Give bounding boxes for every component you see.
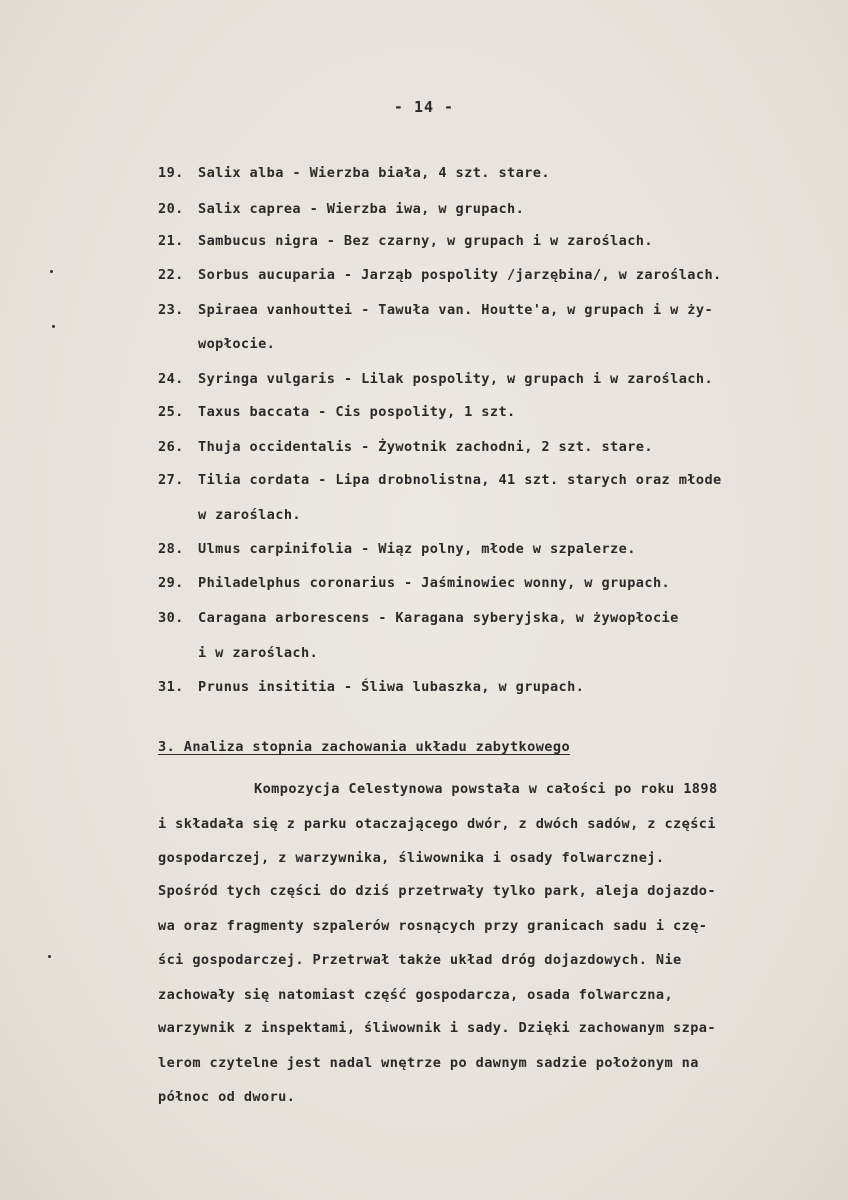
paragraph-line: i składała się z parku otaczającego dwór, z dwóch sadów, z części	[158, 816, 716, 832]
list-item-number: 27.	[158, 472, 184, 488]
list-item-number: 29.	[158, 575, 184, 591]
list-item-text: Tilia cordata - Lipa drobnolistna, 41 szt. starych oraz młode	[198, 472, 722, 488]
list-item	[158, 539, 636, 559]
paragraph-line: lerom czytelne jest nadal wnętrze po dawnym sadzie położonym na	[158, 1055, 699, 1071]
list-item-text: Prunus insititia - Śliwa lubaszka, w grupach.	[198, 679, 585, 695]
list-item-continuation: i w zaroślach.	[198, 645, 319, 661]
list-item-continuation: wopłocie.	[198, 336, 276, 352]
paragraph-line: gospodarczej, z warzywnika, śliwownika i osady folwarcznej.	[158, 850, 665, 866]
list-item	[158, 677, 584, 697]
list-item-text: Caragana arborescens - Karagana syberyjska, w żywopłocie	[198, 610, 679, 626]
list-item-number: 30.	[158, 610, 184, 626]
list-item	[158, 573, 670, 593]
list-item	[158, 369, 713, 389]
list-item	[158, 231, 653, 251]
list-item-text: Thuja occidentalis - Żywotnik zachodni, 2 szt. stare.	[198, 439, 653, 455]
paragraph-line: wa oraz fragmenty szpalerów rosnących przy granicach sadu i czę-	[158, 918, 708, 934]
page-number: - 14 -	[393, 98, 455, 116]
list-item-number: 24.	[158, 371, 184, 387]
paragraph-line: Spośród tych części do dziś przetrwały tylko park, aleja dojazdo-	[158, 883, 716, 899]
list-item	[158, 608, 679, 628]
section-heading: 3. Analiza stopnia zachowania układu zabytkowego	[158, 739, 571, 755]
list-item	[158, 163, 550, 183]
list-item-text: Taxus baccata - Cis pospolity, 1 szt.	[198, 404, 516, 420]
list-item-number: 21.	[158, 233, 184, 249]
list-item	[158, 402, 516, 422]
paragraph-line: zachowały się natomiast część gospodarcza, osada folwarczna,	[158, 987, 674, 1003]
list-item-text: Salix caprea - Wierzba iwa, w grupach.	[198, 201, 525, 217]
list-item	[158, 437, 653, 457]
list-item-text: Salix alba - Wierzba biała, 4 szt. stare.	[198, 165, 550, 181]
list-item-number: 28.	[158, 541, 184, 557]
list-item	[158, 300, 713, 320]
list-item-text: Philadelphus coronarius - Jaśminowiec wonny, w grupach.	[198, 575, 671, 591]
list-item-number: 26.	[158, 439, 184, 455]
list-item-number: 19.	[158, 165, 184, 181]
list-item	[158, 470, 722, 490]
list-item-number: 31.	[158, 679, 184, 695]
paragraph-line: ści gospodarczej. Przetrwał także układ dróg dojazdowych. Nie	[158, 952, 682, 968]
list-item-number: 23.	[158, 302, 184, 318]
list-item	[158, 199, 524, 219]
list-item-text: Sambucus nigra - Bez czarny, w grupach i w zaroślach.	[198, 233, 653, 249]
list-item-number: 25.	[158, 404, 184, 420]
list-item-number: 22.	[158, 267, 184, 283]
list-item-text: Sorbus aucuparia - Jarząb pospolity /jarzębina/, w zaroślach.	[198, 267, 722, 283]
list-item-text: Spiraea vanhouttei - Tawuła van. Houtte'a, w grupach i w ży-	[198, 302, 714, 318]
margin-mark	[50, 270, 53, 273]
paragraph-line: warzywnik z inspektami, śliwownik i sady. Dzięki zachowanym szpa-	[158, 1020, 716, 1036]
list-item-text: Ulmus carpinifolia - Wiąz polny, młode w szpalerze.	[198, 541, 636, 557]
paragraph-line: północ od dworu.	[158, 1089, 296, 1105]
paragraph-line: Kompozycja Celestynowa powstała w całości po roku 1898	[254, 781, 718, 797]
list-item-continuation: w zaroślach.	[198, 507, 302, 523]
margin-mark	[52, 325, 55, 328]
list-item-text: Syringa vulgaris - Lilak pospolity, w grupach i w zaroślach.	[198, 371, 714, 387]
margin-mark	[48, 955, 51, 958]
list-item-number: 20.	[158, 201, 184, 217]
list-item	[158, 265, 722, 285]
